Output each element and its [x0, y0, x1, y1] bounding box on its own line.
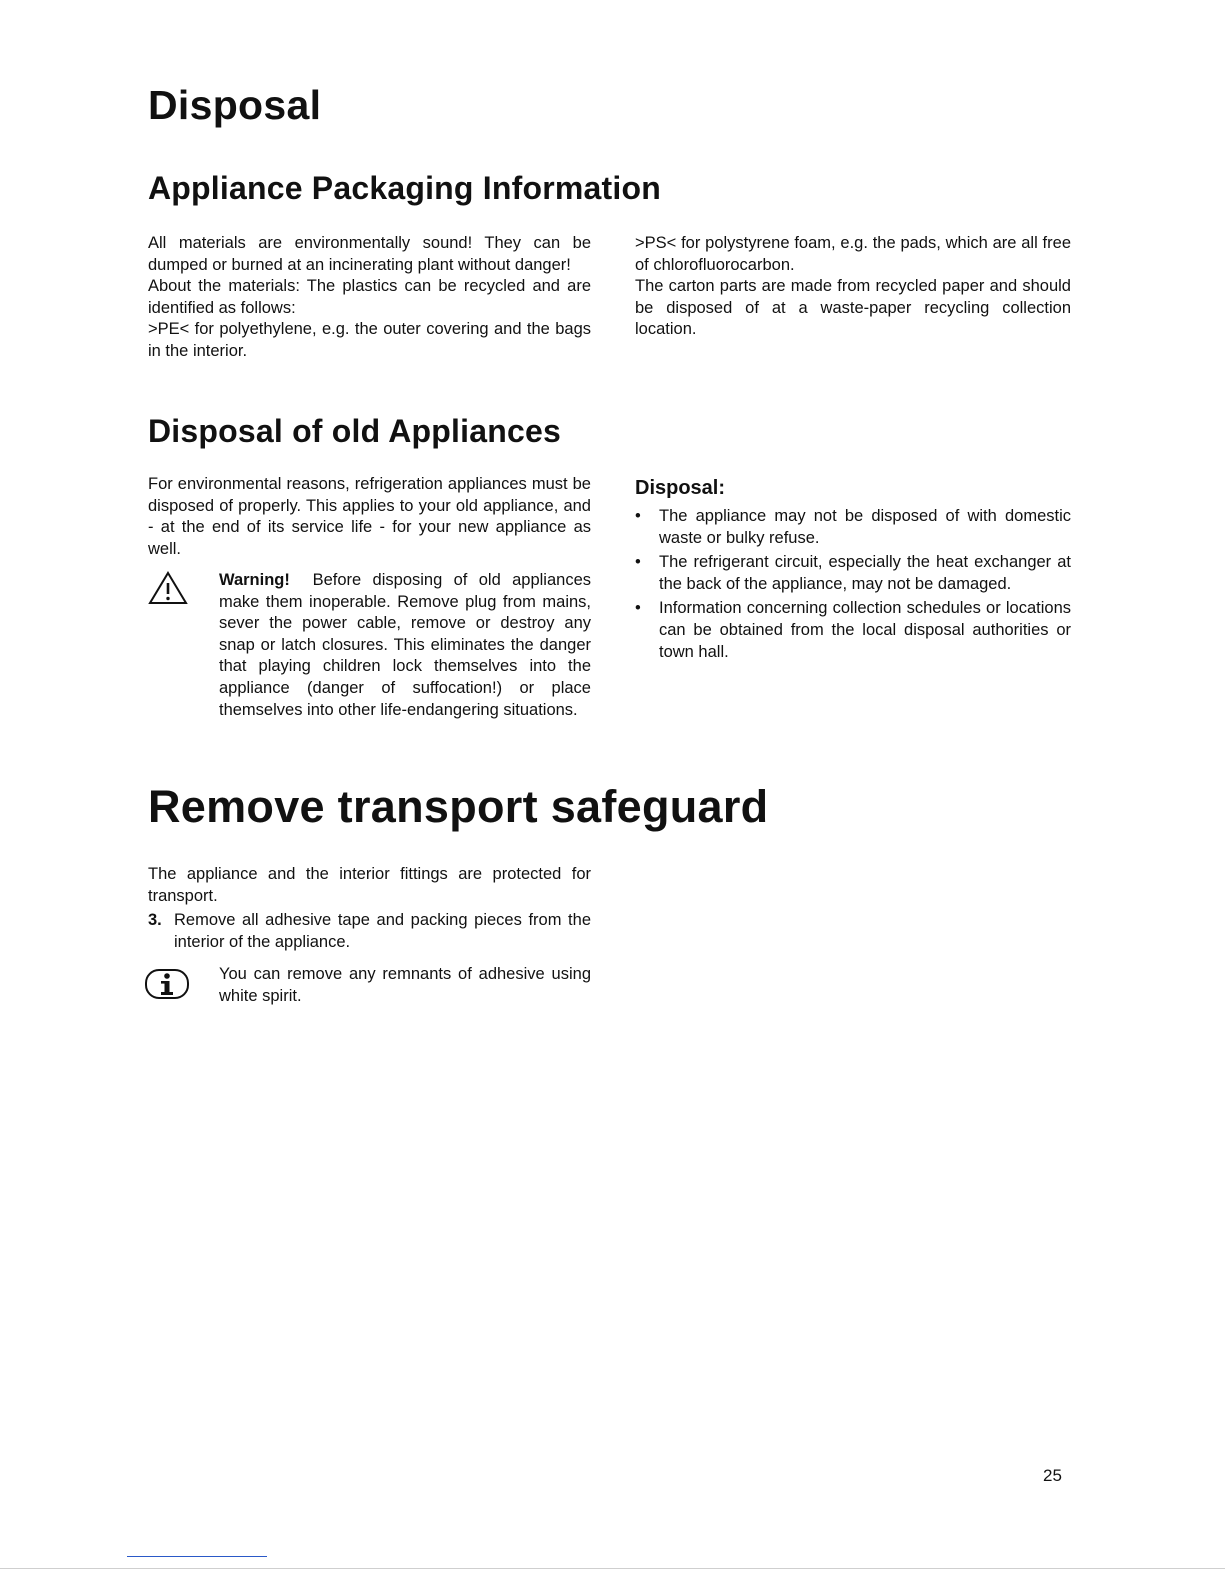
disposal-subheading: Disposal: — [635, 477, 726, 499]
packaging-heading: Appliance Packaging Information — [148, 170, 661, 206]
packaging-paragraph: About the materials: The plastics can be recycled and are identified as follows: — [148, 277, 591, 317]
bullet-icon: • — [635, 599, 641, 618]
list-item — [635, 552, 1071, 595]
warning-text: Before disposing of old appliances make them inoperable. Remove plug from mains, sever the power cable, remove or destroy any snap or latch closures. This eliminates the danger that playing children lock themselves into the appliance (danger of suffocation!) or place themselves into other life-endangering situations. — [219, 571, 592, 719]
bottom-edge-mark — [127, 1556, 267, 1557]
packaging-left-text — [148, 233, 591, 363]
bullet-icon: • — [635, 553, 641, 572]
old-appliances-intro: For environmental reasons, refrigeration appliances must be disposed of properly. This applies to your old appliance, and - at the end of its service life - for your new appliance as well. — [148, 475, 591, 558]
list-item — [635, 506, 1071, 549]
warning-block — [219, 570, 591, 721]
warning-label: Warning! — [219, 571, 290, 589]
packaging-paragraph: >PE< for polyethylene, e.g. the outer covering and the bags in the interior. — [148, 320, 591, 360]
transport-step — [148, 910, 591, 953]
list-item-text: The refrigerant circuit, especially the heat exchanger at the back of the appliance, may not be damaged. — [659, 553, 1071, 593]
old-appliances-heading: Disposal of old Appliances — [148, 413, 561, 449]
info-icon — [142, 966, 192, 1002]
packaging-paragraph: >PS< for polystyrene foam, e.g. the pads, which are all free of chlorofluorocarbon. — [635, 234, 1071, 274]
warning-icon — [148, 570, 188, 606]
transport-heading: Remove transport safeguard — [148, 781, 769, 832]
packaging-paragraph: All materials are environmentally sound! They can be dumped or burned at an incinerating plant without danger! — [148, 234, 591, 274]
disposal-list — [635, 506, 1071, 666]
packaging-right-text — [635, 233, 1071, 341]
page-bottom-edge — [0, 1568, 1225, 1569]
info-text: You can remove any remnants of adhesive using white spirit. — [219, 965, 591, 1005]
list-item-text: Information concerning collection schedules or locations can be obtained from the local disposal authorities or town hall. — [659, 599, 1071, 661]
step-number: 3. — [148, 911, 162, 929]
packaging-paragraph: The carton parts are made from recycled paper and should be disposed of at a waste-paper recycling collection location. — [635, 277, 1071, 339]
bullet-icon: • — [635, 507, 641, 525]
list-item-text: The appliance may not be disposed of with domestic waste or bulky refuse. — [659, 507, 1071, 547]
list-item — [635, 598, 1071, 663]
page-number: 25 — [1043, 1466, 1062, 1485]
step-text: Remove all adhesive tape and packing pieces from the interior of the appliance. — [174, 911, 591, 951]
page-title: Disposal — [148, 82, 322, 128]
transport-intro: The appliance and the interior fittings are protected for transport. — [148, 865, 591, 905]
